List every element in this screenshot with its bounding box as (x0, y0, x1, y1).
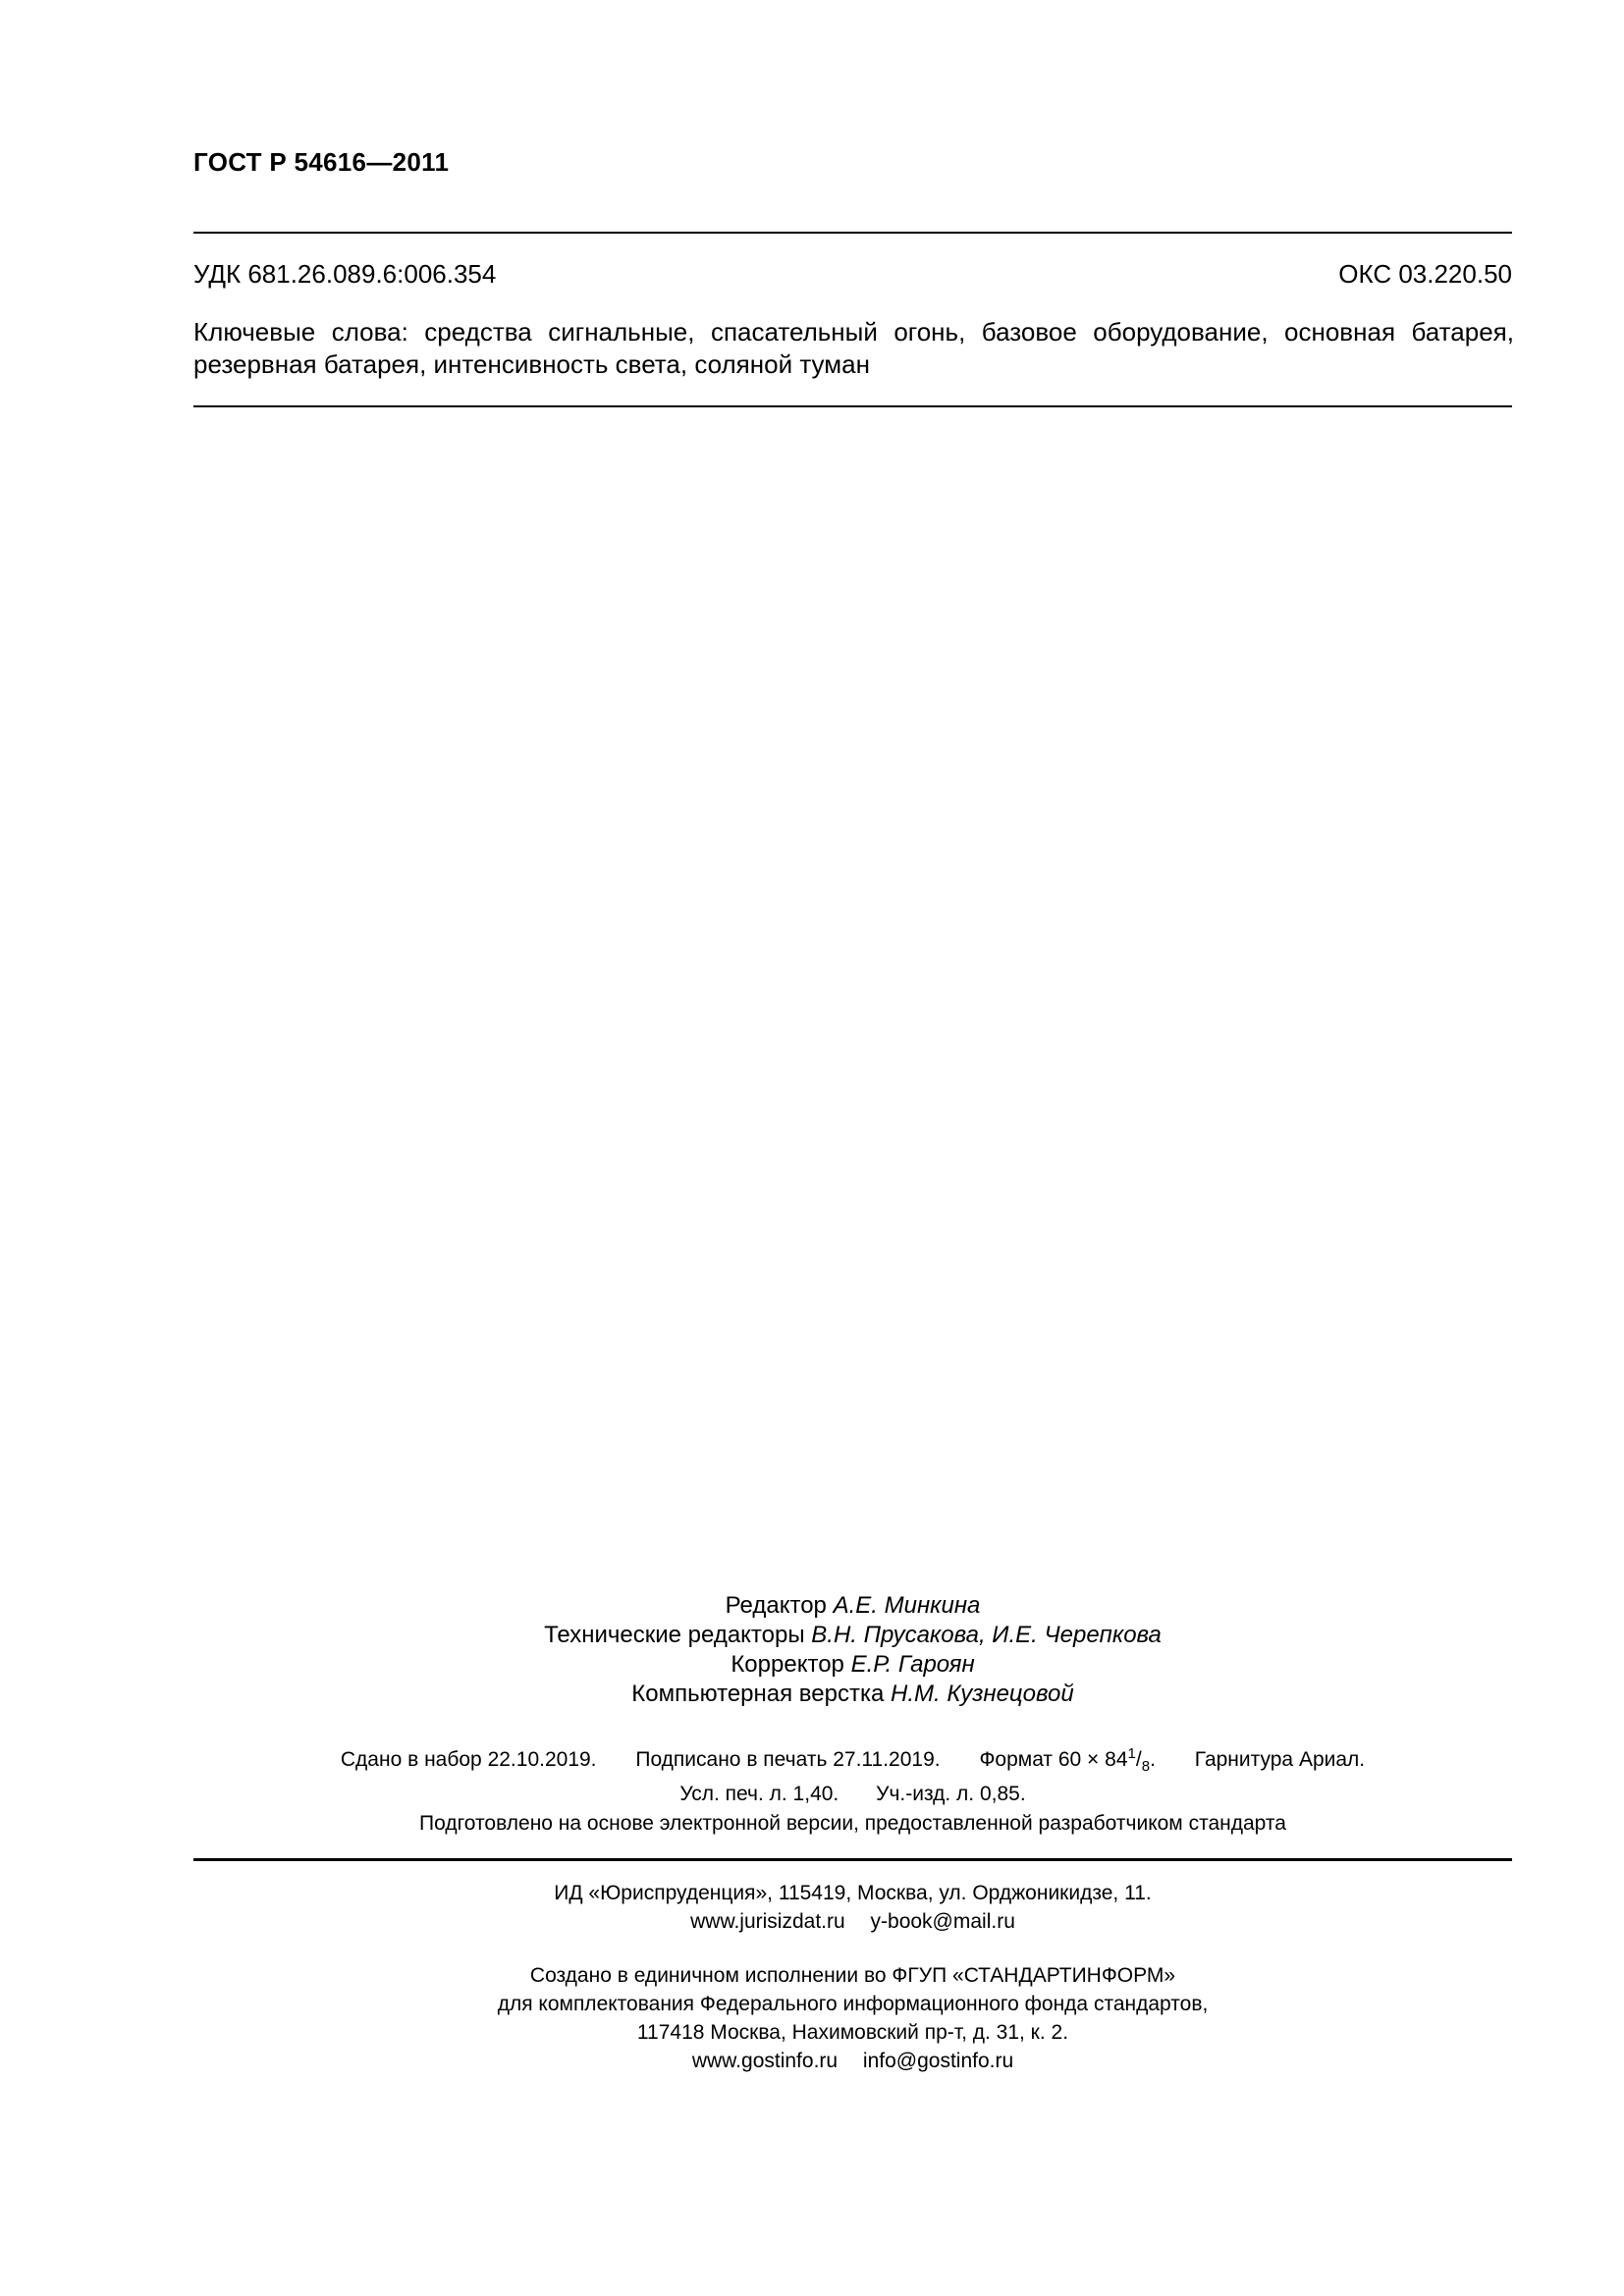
credit-editor (193, 1591, 1512, 1621)
credit-tech-editors (193, 1621, 1512, 1650)
creator-line-3: 117418 Москва, Нахимовский пр-т, д. 31, к. 2. (636, 2021, 1069, 2044)
publisher-website-link[interactable]: www.jurisizdat.ru (690, 1910, 845, 1933)
print-sheets: Усл. печ. л. 1,40. (679, 1783, 839, 1806)
credit-names: Н.М. Кузнецовой (891, 1681, 1074, 1707)
format-suffix: . (1150, 1748, 1156, 1771)
credit-corrector (193, 1650, 1512, 1680)
credits-block (193, 1591, 1512, 1709)
credit-role: Корректор (731, 1651, 844, 1678)
keywords: Ключевые слова: средства сигнальные, спасательный огонь, базовое оборудование, основная батарея, резервная батарея, интенсивность света, соляной туман (193, 317, 1514, 379)
prepared-note: Подготовлено на основе электронной версии, предоставленной разработчиком стандарта (419, 1812, 1286, 1835)
imprint-block (193, 1740, 1512, 1808)
creator-links (193, 2047, 1512, 2075)
creator-line-2: для комплектования Федерального информационного фонда стандартов, (497, 1993, 1209, 2015)
credit-layout (193, 1680, 1512, 1709)
imprint-line-2 (193, 1781, 1512, 1808)
imprint-line-1 (193, 1740, 1512, 1781)
typeset-date: Сдано в набор 22.10.2019. (340, 1748, 597, 1771)
credit-role: Компьютерная верстка (631, 1681, 885, 1707)
oks-code: ОКС 03.220.50 (1338, 259, 1512, 289)
publisher-address: ИД «Юриспруденция», 115419, Москва, ул. Орджоникидзе, 11. (554, 1882, 1152, 1904)
imprint-divider (193, 1858, 1512, 1861)
top-divider (193, 232, 1512, 234)
signed-date: Подписано в печать 27.11.2019. (635, 1748, 941, 1771)
publisher-email-link[interactable]: y-book@mail.ru (870, 1910, 1015, 1933)
format-numerator: 1 (1127, 1745, 1136, 1762)
format-denominator: 8 (1141, 1758, 1151, 1776)
credit-role: Редактор (725, 1592, 827, 1619)
document-number: ГОСТ Р 54616—2011 (193, 147, 450, 177)
udk-code: УДК 681.26.089.6:006.354 (193, 259, 497, 289)
typeface: Гарнитура Ариал. (1194, 1748, 1366, 1771)
creator-email-link[interactable]: info@gostinfo.ru (862, 2050, 1014, 2072)
publisher-block (193, 1879, 1512, 1936)
creator-website-link[interactable]: www.gostinfo.ru (691, 2050, 839, 2072)
credit-names: Е.Р. Гароян (850, 1651, 975, 1678)
creator-line-1: Создано в единичном исполнении во ФГУП «СТАНДАРТИНФОРМ» (529, 1964, 1176, 1987)
credit-names: В.Н. Прусакова, И.Е. Черепкова (811, 1622, 1162, 1648)
pub-sheets: Уч.-изд. л. 0,85. (876, 1783, 1026, 1806)
credit-names: А.Е. Минкина (833, 1592, 981, 1619)
creator-block (193, 1961, 1512, 2075)
classification-row (193, 259, 1512, 290)
paper-format: Формат $60 \times 84^1/_8$. (979, 1745, 1156, 1776)
keywords-divider (193, 405, 1512, 407)
publisher-links (193, 1907, 1512, 1936)
credit-role: Технические редакторы (544, 1622, 805, 1648)
format-prefix: Формат 60 × 84 (979, 1748, 1128, 1771)
